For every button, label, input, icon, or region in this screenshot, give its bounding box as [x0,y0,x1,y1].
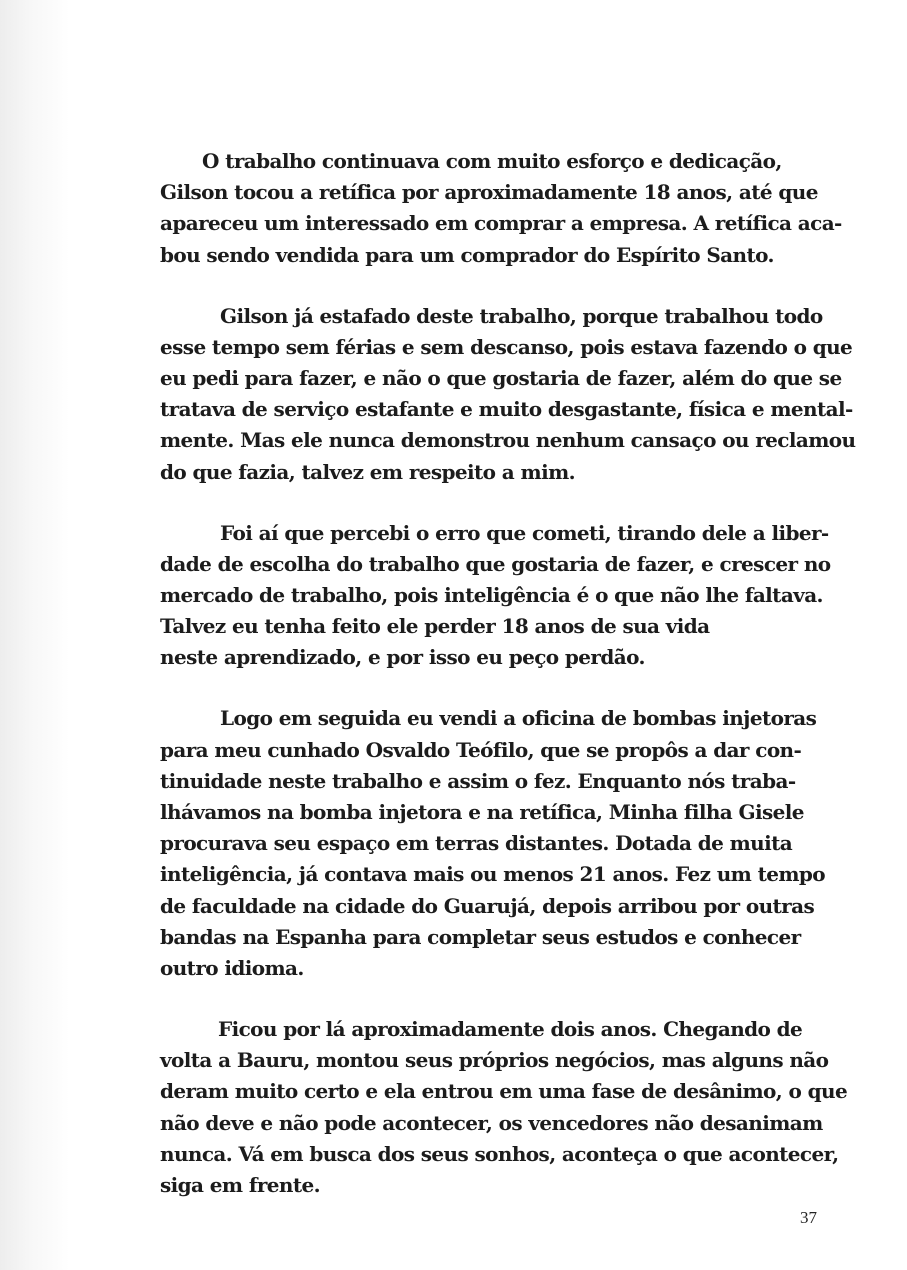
paragraph-4 [160,703,826,984]
text-line: bou sendo vendida para um comprador do Espírito Santo. [160,242,774,267]
text-line: neste aprendizado, e por isso eu peço perdão. [160,645,645,670]
text-line: eu pedi para fazer, e não o que gostaria de fazer, além do que se [160,366,842,391]
text-line: siga em frente. [160,1173,320,1198]
text-line: apareceu um interessado em comprar a empresa. A retífica aca- [160,211,842,236]
text-line: tratava de serviço estafante e muito desgastante, física e mental- [160,397,853,422]
text-line: Foi aí que percebi o erro que cometi, tirando dele a liber- [220,520,829,545]
text-line: inteligência, já contava mais ou menos 21 anos. Fez um tempo [160,862,826,887]
text-line: dade de escolha do trabalho que gostaria de fazer, e crescer no [160,551,831,576]
text-line: Talvez eu tenha feito ele perder 18 anos de sua vida [160,614,710,639]
text-line: bandas na Espanha para completar seus estudos e conhecer [160,924,801,949]
page-number: 37 [800,1208,817,1227]
paragraph-5 [160,1014,848,1201]
text-line: Logo em seguida eu vendi a oficina de bombas injetoras [220,706,817,731]
text-line: não deve e não pode acontecer, os vencedores não desanimam [160,1110,823,1135]
text-line: mente. Mas ele nunca demonstrou nenhum cansaço ou reclamou [160,428,856,453]
text-line: Gilson tocou a retífica por aproximadamente 18 anos, até que [160,180,818,205]
text-line: esse tempo sem férias e sem descanso, pois estava fazendo o que [160,334,853,359]
text-line: lhávamos na bomba injetora e na retífica, Minha filha Gisele [160,800,804,825]
text-line: O trabalho continuava com muito esforço e dedicação, [202,149,782,173]
text-line: para meu cunhado Osvaldo Teófilo, que se propôs a dar con- [160,737,802,762]
text-line: Ficou por lá aproximadamente dois anos. Chegando de [218,1017,803,1042]
body-text [160,146,856,1231]
text-line: procurava seu espaço em terras distantes. Dotada de muita [160,831,793,856]
text-line: nunca. Vá em busca dos seus sonhos, aconteça o que acontecer, [160,1141,839,1166]
text-line: mercado de trabalho, pois inteligência é o que não lhe faltava. [160,583,823,608]
text-line: outro idioma. [160,956,304,981]
paragraph-2 [160,301,856,488]
paragraph-3 [160,518,831,674]
text-line: Gilson já estafado deste trabalho, porque trabalhou todo [220,303,823,328]
text-line: deram muito certo e ela entrou em uma fase de desânimo, o que [160,1079,848,1104]
text-line: volta a Bauru, montou seus próprios negócios, mas alguns não [160,1048,829,1073]
text-line: tinuidade neste trabalho e assim o fez. Enquanto nós traba- [160,768,796,793]
paragraph-1 [160,146,842,271]
text-line: do que fazia, talvez em respeito a mim. [160,459,575,484]
text-line: de faculdade na cidade do Guarujá, depois arribou por outras [160,893,815,918]
